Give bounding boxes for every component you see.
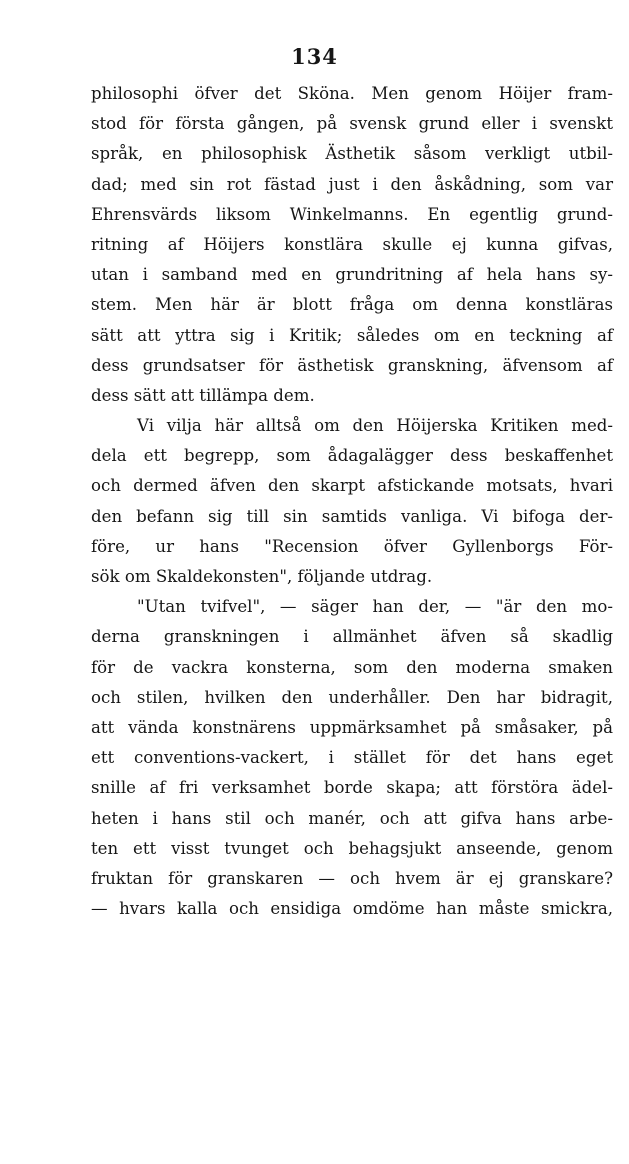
text-line: stod för första gången, på svensk grund eller i svenskt [91, 114, 613, 134]
text-line: Vi vilja här alltså om den Höijerska Kritiken med- [137, 416, 613, 436]
text-line: heten i hans stil och manér, och att gifva hans arbe- [91, 808, 613, 828]
page-number: 134 [291, 44, 338, 69]
text-line: språk, en philosophisk Ästhetik såsom verkligt utbil- [91, 144, 613, 164]
text-line: att vända konstnärens uppmärksamhet på småsaker, på [91, 717, 613, 737]
paragraph-3 [91, 592, 613, 924]
text-line: derna granskningen i allmänhet äfven så skadlig [91, 627, 613, 647]
paragraph-1 [91, 79, 613, 411]
text-line: dad; med sin rot fästad just i den åskådning, som var [91, 174, 613, 194]
text-line: före, ur hans "Recension öfver Gyllenborgs För- [91, 536, 613, 556]
text-line: ett conventions-vackert, i stället för det hans eget [91, 748, 613, 768]
text-line: "Utan tvifvel", — säger han der, — "är den mo- [137, 597, 613, 617]
text-line: och stilen, hvilken den underhåller. Den har bidragit, [91, 687, 613, 707]
text-line: philosophi öfver det Sköna. Men genom Höijer fram- [91, 84, 613, 103]
text-line: snille af fri verksamhet borde skapa; att förstöra ädel- [91, 778, 613, 798]
paragraph-2 [91, 411, 613, 592]
text-line: — hvars kalla och ensidiga omdöme han måste smickra, [91, 899, 613, 919]
text-line: ritning af Höijers konstlära skulle ej kunna gifvas, [91, 234, 613, 254]
text-line: stem. Men här är blott fråga om denna konstläras [91, 295, 613, 315]
text-line: Ehrensvärds liksom Winkelmanns. En egentlig grund- [91, 204, 613, 224]
text-line: sök om Skaldekonsten", följande utdrag. [91, 567, 433, 586]
text-line: ten ett visst tvunget och behagsjukt anseende, genom [91, 838, 613, 858]
text-line: dess sätt att tillämpa dem. [91, 385, 315, 405]
text-line: för de vackra konsterna, som den moderna smaken [91, 657, 613, 677]
text-line: dela ett begrepp, som ådagalägger dess beskaffenhet [91, 446, 613, 466]
body-text [91, 79, 613, 924]
text-line: sätt att yttra sig i Kritik; således om en teckning af [91, 325, 613, 345]
text-line: dess grundsatser för ästhetisk granskning, äfvensom af [91, 355, 613, 375]
text-line: fruktan för granskaren — och hvem är ej granskare? [91, 868, 613, 888]
text-line: och dermed äfven den skarpt afstickande motsats, hvari [91, 476, 613, 496]
text-line: utan i samband med en grundritning af hela hans sy- [91, 265, 613, 285]
text-line: den befann sig till sin samtids vanliga. Vi bifoga der- [91, 506, 613, 526]
